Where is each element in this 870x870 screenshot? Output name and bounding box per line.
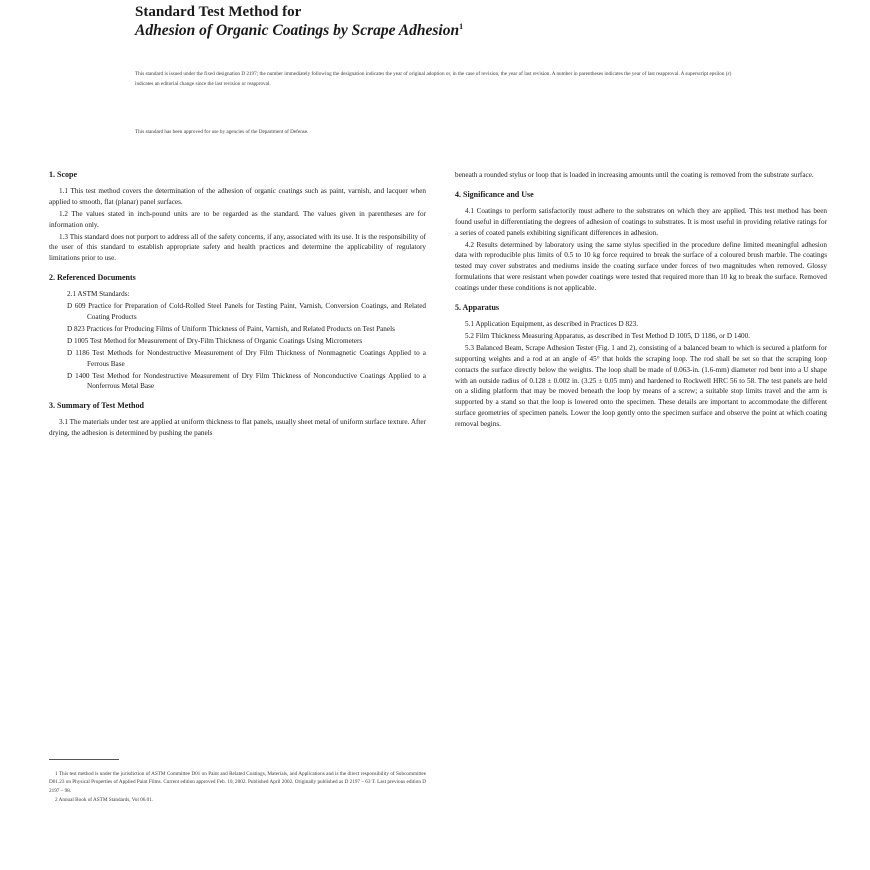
document-title-line1: Standard Test Method for [135, 4, 302, 20]
reference-item: D 1005 Test Method for Measurement of Dry-Film Thickness of Organic Coatings Using Micrometers [67, 336, 363, 345]
document-title-text: Adhesion of Organic Coatings by Scrape Adhesion [135, 22, 460, 40]
paragraph: 5.1 Application Equipment, as described in Practices D 823. [465, 319, 639, 328]
paragraph: 4.2 Results determined by laboratory using the same stylus specified in the procedure define limited meaningful adhesion data with reproducible plus limits of 0.5 to 10 kg force required to break the surface of a coloured brush marble. The coatings tested may cover substrates and mediums inside the coating surface under forces of two magnitudes when removed. Glossy formulations that were resistant when powder coatings were tested that required more than 10 kg to break the surface. Removed coatings under these conditions is not applicable. [455, 240, 827, 293]
footnotes [49, 770, 426, 806]
paragraph: 5.3 Balanced Beam, Scrape Adhesion Tester (Fig. 1 and 2), consisting of a balanced beam to which is secured a platform for supporting weights and a rod at an angle of 45° that holds the scraping loop. The rod shall be set so that the scraping loop contacts the surface directly below the weights. The loop shall be made of 0.063-in. (1.6-mm) diameter rod bent into a U shape with an outside radius of 0.128 ± 0.002 in. (3.25 ± 0.05 mm) and hardened to Rockwell HRC 56 to 58. The test panels are held on a sliding platform that may be moved beneath the loop by means of a screw; a suitable stop limits travel and the arm is supported by a stand so that the loop is lowered onto the specimen. These details are important to accommodate the different surface geometries of specimen panels. Lower the loop gently onto the specimen surface and observe the point at which coating removal begins. [455, 343, 827, 429]
reference-item: D 1400 Test Method for Nondestructive Measurement of Dry Film Thickness of Nonconductive Coatings Applied to a Nonferrous Metal Base [67, 371, 426, 391]
section-heading-scope: 1. Scope [49, 170, 77, 179]
paragraph: 4.1 Coatings to perform satisfactorily must adhere to the substrates on which they are applied. This test method has been found useful in differentiating the degrees of adhesion of coatings to substrates. It is most useful in providing relative ratings for a series of coated panels exhibiting significant differences in adhesion. [455, 206, 827, 237]
paragraph: 1.1 This test method covers the determination of the adhesion of organic coatings such as paint, varnish, and lacquer when applied to smooth, flat (planar) panel surfaces. [49, 186, 426, 206]
reference-item: D 823 Practices for Producing Films of Uniform Thickness of Paint, Varnish, and Related Products on Test Panels [67, 324, 395, 333]
paragraph: 1.3 This standard does not purport to address all of the safety concerns, if any, associated with its use. It is the responsibility of the user of this standard to establish appropriate safety and health practices and determine the applicability of regulatory limitations prior to use. [49, 232, 426, 263]
continued-paragraph: beneath a rounded stylus or loop that is loaded in increasing amounts until the coating is removed from the substrate surface. [455, 171, 814, 179]
reference-item: D 609 Practice for Preparation of Cold-Rolled Steel Panels for Testing Paint, Varnish, Conversion Coatings, and Related Coating Products [67, 302, 426, 321]
reference-list [49, 289, 426, 392]
section-heading-summary: 3. Summary of Test Method [49, 401, 144, 411]
footnote: 2 Annual Book of ASTM Standards, Vol 06.01. [55, 797, 154, 804]
approval-note: This standard has been approved for use by agencies of the Department of Defense. [135, 129, 309, 135]
footnote: 1 This test method is under the jurisdiction of ASTM Committee D01 on Paint and Related Coatings, Materials, and Applications and is the direct responsibility of Subcommittee D01.23 on Physical Properties of Applied Paint Films. Current edition approved Feb. 10, 2002. Published April 2002. Originally published as D 2197 – 63 T. Last previous edition D 2197 – 98. [49, 771, 426, 794]
section-heading-apparatus: 5. Apparatus [455, 303, 500, 313]
section-heading-significance: 4. Significance and Use [455, 189, 534, 199]
paragraph: 5.2 Film Thickness Measuring Apparatus, as described in Test Method D 1005, D 1186, or D 1400. [465, 331, 751, 340]
designation-note: This standard is issued under the fixed designation D 2197; the number immediately following the designation indicates the year of original adoption or, in the case of revision, the year of last revision. A number in parentheses indicates the year of last reapproval. A superscript epsilon (ε) indicates an editorial change since the last revision or reapproval. [135, 71, 732, 87]
reference-item: D 1186 Test Methods for Nondestructive Measurement of Dry Film Thickness of Nonmagnetic Coatings Applied to a Ferrous Base [67, 348, 426, 368]
paragraph: 3.1 The materials under test are applied at uniform thickness to flat panels, usually sheet metal of uniform surface texture. After drying, the adhesion is determined by pushing the panels [49, 418, 426, 438]
right-column [455, 170, 827, 431]
paragraph: 1.2 The values stated in inch-pound units are to be regarded as the standard. The values given in parentheses are for information only. [49, 209, 426, 229]
title-footnote-mark: 1 [459, 22, 464, 31]
reference-subheading: 2.1 ASTM Standards: [67, 290, 130, 299]
document-title-line2 [135, 22, 463, 40]
left-column [49, 170, 426, 440]
section-heading-referenced-documents: 2. Referenced Documents [49, 273, 136, 283]
footnote-divider [49, 759, 119, 760]
